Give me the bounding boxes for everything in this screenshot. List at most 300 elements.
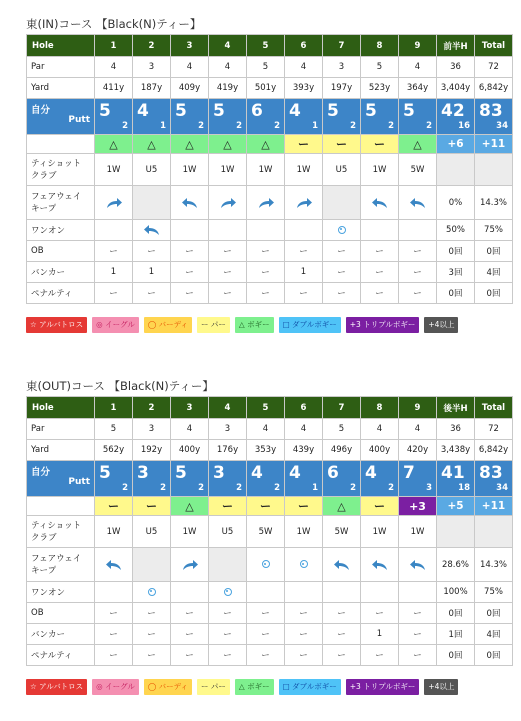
club-cell: 1W	[285, 154, 323, 186]
result-par: ー	[323, 135, 361, 154]
result-row	[27, 135, 513, 154]
bunker-cell: 1	[133, 262, 171, 283]
legend-item: △ ボギー	[235, 679, 274, 695]
row-label: OB	[27, 603, 95, 624]
strokes: 5	[99, 463, 111, 483]
penalty-cell: ー	[171, 283, 209, 304]
row-label: Par	[27, 419, 95, 440]
bunker-cell: ー	[323, 262, 361, 283]
bunker-cell: ー	[133, 624, 171, 645]
penalty-cell: ー	[133, 645, 171, 666]
score-cell	[209, 99, 247, 135]
fairway-cell	[209, 186, 247, 220]
one-on-cell	[209, 582, 247, 603]
header-cell: 9	[399, 35, 437, 57]
ob-cell: ー	[247, 603, 285, 624]
one-on-pct: 50%	[437, 220, 475, 241]
yard-cell: 393y	[285, 78, 323, 99]
fairway-cell	[133, 186, 171, 220]
strokes: 83	[479, 463, 503, 483]
ob-row	[27, 241, 513, 262]
bunker-cell: ー	[361, 262, 399, 283]
yard-row	[27, 78, 513, 99]
score-cell	[285, 99, 323, 135]
par-cell: 3	[133, 419, 171, 440]
par-cell: 4	[285, 419, 323, 440]
empty-cell	[437, 516, 475, 548]
row-label: OB	[27, 241, 95, 262]
strokes: 83	[479, 101, 503, 121]
penalty-row	[27, 283, 513, 304]
legend-item: □ ダブルボギー	[279, 317, 341, 333]
club-cell: 1W	[209, 154, 247, 186]
fairway-cell	[133, 548, 171, 582]
yard-cell: 420y	[399, 440, 437, 461]
penalty-cell: ー	[209, 283, 247, 304]
header-cell: Total	[475, 397, 513, 419]
yard-row	[27, 440, 513, 461]
penalty-cell: 0回	[437, 645, 475, 666]
one-on-cell	[323, 220, 361, 241]
yard-cell: 176y	[209, 440, 247, 461]
club-cell: 1W	[399, 516, 437, 548]
row-label: Par	[27, 57, 95, 78]
fairway-cell	[361, 186, 399, 220]
fairway-cell	[247, 548, 285, 582]
club-cell: U5	[133, 516, 171, 548]
fairway-cell	[247, 186, 285, 220]
one-on-cell	[133, 220, 171, 241]
bunker-cell: ー	[247, 624, 285, 645]
club-row	[27, 154, 513, 186]
par-cell: 4	[209, 57, 247, 78]
score-cell	[285, 461, 323, 497]
result-par: ー	[247, 497, 285, 516]
row-label: ペナルティ	[27, 645, 95, 666]
par-cell: 4	[95, 57, 133, 78]
penalty-cell: ー	[133, 283, 171, 304]
par-row	[27, 57, 513, 78]
strokes: 5	[365, 101, 377, 121]
ob-cell: 0回	[475, 241, 513, 262]
bunker-cell: 4回	[475, 624, 513, 645]
fairway-row	[27, 548, 513, 582]
club-row	[27, 516, 513, 548]
yard-cell: 192y	[133, 440, 171, 461]
header-row	[27, 35, 513, 57]
putts: 2	[274, 121, 280, 131]
scorecard-section	[26, 14, 512, 333]
par-cell: 3	[323, 57, 361, 78]
yard-cell: 439y	[285, 440, 323, 461]
header-cell: 6	[285, 397, 323, 419]
empty-cell	[475, 154, 513, 186]
putts: 2	[388, 121, 394, 131]
yard-cell: 3,438y	[437, 440, 475, 461]
penalty-cell: ー	[247, 283, 285, 304]
bunker-row	[27, 624, 513, 645]
score-cell	[399, 99, 437, 135]
score-cell	[437, 99, 475, 135]
empty-cell	[437, 154, 475, 186]
right-arrow-icon	[181, 560, 199, 570]
yard-cell: 353y	[247, 440, 285, 461]
yard-cell: 501y	[247, 78, 285, 99]
one-on-row	[27, 582, 513, 603]
legend-item: ☆ アルバトロス	[26, 317, 87, 333]
result-par: ー	[209, 497, 247, 516]
legend	[26, 679, 512, 695]
score-cell	[323, 461, 361, 497]
score-cell	[399, 461, 437, 497]
club-cell: 1W	[171, 516, 209, 548]
one-on-cell	[361, 582, 399, 603]
one-on-cell	[247, 582, 285, 603]
one-on-total-pct: 75%	[475, 582, 513, 603]
ob-cell: 0回	[437, 603, 475, 624]
legend-item: ◯ バーディ	[144, 679, 192, 695]
ob-cell: ー	[133, 603, 171, 624]
strokes: 4	[365, 463, 377, 483]
bunker-cell: ー	[323, 624, 361, 645]
me-label: 自分	[31, 105, 51, 116]
club-cell: 1W	[95, 154, 133, 186]
par-cell: 4	[285, 57, 323, 78]
one-on-total-pct: 75%	[475, 220, 513, 241]
yard-cell: 562y	[95, 440, 133, 461]
strokes: 5	[175, 101, 187, 121]
legend-item: ー パー	[197, 317, 230, 333]
row-label: フェアウェイ キープ	[27, 186, 95, 220]
ob-cell: ー	[209, 241, 247, 262]
ob-cell: ー	[95, 603, 133, 624]
yard-cell: 411y	[95, 78, 133, 99]
legend-item: ◎ イーグル	[92, 317, 139, 333]
penalty-row	[27, 645, 513, 666]
putts: 2	[350, 483, 356, 493]
right-arrow-icon	[219, 198, 237, 208]
par-cell: 4	[171, 57, 209, 78]
bunker-cell: 1	[95, 262, 133, 283]
strokes: 4	[289, 101, 301, 121]
header-cell: 9	[399, 397, 437, 419]
fairway-cell	[285, 548, 323, 582]
putts: 16	[458, 121, 470, 131]
penalty-cell: ー	[323, 283, 361, 304]
penalty-cell: ー	[95, 645, 133, 666]
strokes: 4	[137, 101, 149, 121]
header-cell: 7	[323, 397, 361, 419]
result-sum: +5	[437, 497, 475, 516]
fairway-cell	[399, 548, 437, 582]
bunker-cell: 3回	[437, 262, 475, 283]
ob-cell: ー	[285, 603, 323, 624]
right-arrow-icon	[105, 198, 123, 208]
fairway-cell	[285, 186, 323, 220]
left-arrow-icon	[105, 560, 123, 570]
left-arrow-icon	[409, 198, 427, 208]
strokes: 5	[403, 101, 415, 121]
result-bogey: △	[171, 135, 209, 154]
strokes: 4	[251, 463, 263, 483]
strokes: 4	[289, 463, 301, 483]
penalty-cell: ー	[171, 645, 209, 666]
yard-cell: 496y	[323, 440, 361, 461]
score-cell	[247, 461, 285, 497]
fairway-cell	[95, 186, 133, 220]
putts: 1	[312, 483, 318, 493]
right-arrow-icon	[257, 198, 275, 208]
club-cell: 5W	[323, 516, 361, 548]
result-bogey: △	[323, 497, 361, 516]
left-arrow-icon	[409, 560, 427, 570]
header-cell: 4	[209, 35, 247, 57]
me-label: 自分	[31, 467, 51, 478]
par-cell: 4	[399, 57, 437, 78]
row-label: Yard	[27, 78, 95, 99]
one-on-cell	[95, 582, 133, 603]
ob-cell: ー	[171, 603, 209, 624]
row-label: ワンオン	[27, 220, 95, 241]
yard-cell: 523y	[361, 78, 399, 99]
header-cell: 6	[285, 35, 323, 57]
ob-row	[27, 603, 513, 624]
my-score-label	[27, 461, 95, 497]
score-cell	[171, 461, 209, 497]
one-on-row	[27, 220, 513, 241]
result-label	[27, 497, 95, 516]
par-cell: 72	[475, 57, 513, 78]
penalty-cell: 0回	[475, 283, 513, 304]
legend-item: □ ダブルボギー	[279, 679, 341, 695]
result-row	[27, 497, 513, 516]
header-cell: 8	[361, 35, 399, 57]
fairway-pct: 0%	[437, 186, 475, 220]
header-cell: 2	[133, 35, 171, 57]
result-par: ー	[361, 497, 399, 516]
yard-cell: 364y	[399, 78, 437, 99]
result-bogey: △	[133, 135, 171, 154]
my-score-row	[27, 461, 513, 497]
putts: 2	[388, 483, 394, 493]
row-label: フェアウェイ キープ	[27, 548, 95, 582]
yard-cell: 400y	[171, 440, 209, 461]
one-on-cell	[171, 582, 209, 603]
one-on-cell	[285, 220, 323, 241]
legend-item: △ ボギー	[235, 317, 274, 333]
putts: 2	[122, 483, 128, 493]
yard-cell: 6,842y	[475, 78, 513, 99]
fairway-cell	[95, 548, 133, 582]
par-cell: 4	[171, 419, 209, 440]
score-cell	[437, 461, 475, 497]
fairway-cell	[399, 186, 437, 220]
putts: 2	[350, 121, 356, 131]
ob-cell: ー	[171, 241, 209, 262]
fairway-cell	[209, 548, 247, 582]
legend-item: ー パー	[197, 679, 230, 695]
empty-cell	[475, 516, 513, 548]
bunker-cell: 4回	[475, 262, 513, 283]
putts: 2	[426, 121, 432, 131]
strokes: 5	[327, 101, 339, 121]
ob-cell: ー	[285, 241, 323, 262]
club-cell: 1W	[95, 516, 133, 548]
fairway-pct: 28.6%	[437, 548, 475, 582]
par-row	[27, 419, 513, 440]
header-cell: 後半H	[437, 397, 475, 419]
one-on-cell	[285, 582, 323, 603]
one-on-cell	[361, 220, 399, 241]
score-cell	[475, 461, 513, 497]
row-label: ティショット クラブ	[27, 154, 95, 186]
yard-cell: 197y	[323, 78, 361, 99]
header-cell: 3	[171, 35, 209, 57]
par-cell: 5	[323, 419, 361, 440]
header-cell: 5	[247, 397, 285, 419]
one-on-cell	[399, 220, 437, 241]
result-par: ー	[285, 497, 323, 516]
putts: 2	[122, 121, 128, 131]
header-cell: Hole	[27, 35, 95, 57]
putts: 2	[198, 121, 204, 131]
ob-cell: 0回	[475, 603, 513, 624]
par-cell: 36	[437, 419, 475, 440]
par-cell: 4	[247, 419, 285, 440]
putts: 2	[160, 483, 166, 493]
result-bogey: △	[171, 497, 209, 516]
putt-label: Putt	[68, 477, 90, 487]
legend-item: +3 トリプルボギー	[346, 317, 420, 333]
strokes: 5	[99, 101, 111, 121]
header-cell: 1	[95, 35, 133, 57]
score-table	[26, 34, 513, 304]
putts: 2	[236, 483, 242, 493]
header-cell: 3	[171, 397, 209, 419]
header-cell: Total	[475, 35, 513, 57]
yard-cell: 409y	[171, 78, 209, 99]
result-label	[27, 135, 95, 154]
score-cell	[361, 99, 399, 135]
par-cell: 5	[95, 419, 133, 440]
ob-cell: ー	[323, 603, 361, 624]
result-plus3: +3	[399, 497, 437, 516]
fairway-cell	[171, 548, 209, 582]
bunker-cell: ー	[209, 262, 247, 283]
legend	[26, 317, 512, 333]
fairway-circle-icon	[148, 588, 156, 596]
result-sum: +6	[437, 135, 475, 154]
score-cell	[361, 461, 399, 497]
legend-item: +4以上	[424, 317, 458, 333]
bunker-cell: ー	[171, 262, 209, 283]
club-cell: 1W	[361, 154, 399, 186]
left-arrow-icon	[371, 560, 389, 570]
one-on-cell	[323, 582, 361, 603]
scorecard-section	[26, 376, 512, 695]
result-bogey: △	[247, 135, 285, 154]
par-cell: 36	[437, 57, 475, 78]
score-cell	[247, 99, 285, 135]
par-cell: 4	[399, 419, 437, 440]
ob-cell: ー	[361, 603, 399, 624]
bunker-row	[27, 262, 513, 283]
legend-item: ◯ バーディ	[144, 317, 192, 333]
par-cell: 3	[209, 419, 247, 440]
bunker-cell: ー	[95, 624, 133, 645]
score-cell	[171, 99, 209, 135]
fairway-cell	[171, 186, 209, 220]
club-cell: U5	[209, 516, 247, 548]
yard-cell: 419y	[209, 78, 247, 99]
putts: 34	[496, 121, 508, 131]
legend-item: +3 トリプルボギー	[346, 679, 420, 695]
ob-cell: ー	[361, 241, 399, 262]
score-cell	[475, 99, 513, 135]
bunker-cell: 1	[361, 624, 399, 645]
putts: 2	[236, 121, 242, 131]
fairway-total-pct: 14.3%	[475, 186, 513, 220]
header-cell: 1	[95, 397, 133, 419]
result-bogey: △	[399, 135, 437, 154]
bunker-cell: ー	[285, 624, 323, 645]
fairway-circle-icon	[338, 226, 346, 234]
my-score-label	[27, 99, 95, 135]
header-cell: Hole	[27, 397, 95, 419]
bunker-cell: ー	[399, 624, 437, 645]
strokes: 5	[175, 463, 187, 483]
strokes: 6	[327, 463, 339, 483]
left-arrow-icon	[333, 560, 351, 570]
one-on-cell	[171, 220, 209, 241]
fairway-cell	[323, 186, 361, 220]
penalty-cell: ー	[323, 645, 361, 666]
header-cell: 8	[361, 397, 399, 419]
bunker-cell: 1	[285, 262, 323, 283]
row-label: Yard	[27, 440, 95, 461]
left-arrow-icon	[371, 198, 389, 208]
ob-cell: ー	[399, 603, 437, 624]
putts: 2	[274, 483, 280, 493]
club-cell: U5	[323, 154, 361, 186]
row-label: ティショット クラブ	[27, 516, 95, 548]
header-cell: 7	[323, 35, 361, 57]
one-on-pct: 100%	[437, 582, 475, 603]
ob-cell: ー	[209, 603, 247, 624]
one-on-cell	[399, 582, 437, 603]
bunker-cell: 1回	[437, 624, 475, 645]
result-bogey: △	[209, 135, 247, 154]
penalty-cell: ー	[247, 645, 285, 666]
score-cell	[323, 99, 361, 135]
strokes: 3	[137, 463, 149, 483]
club-cell: 5W	[399, 154, 437, 186]
club-cell: U5	[133, 154, 171, 186]
yard-cell: 400y	[361, 440, 399, 461]
score-cell	[95, 99, 133, 135]
putts: 3	[426, 483, 432, 493]
left-arrow-icon	[143, 226, 161, 236]
strokes: 7	[403, 463, 415, 483]
penalty-cell: ー	[285, 645, 323, 666]
fairway-cell	[361, 548, 399, 582]
legend-item: ☆ アルバトロス	[26, 679, 87, 695]
row-label: バンカー	[27, 624, 95, 645]
header-cell: 4	[209, 397, 247, 419]
result-par: ー	[95, 497, 133, 516]
penalty-cell: ー	[361, 645, 399, 666]
club-cell: 1W	[361, 516, 399, 548]
